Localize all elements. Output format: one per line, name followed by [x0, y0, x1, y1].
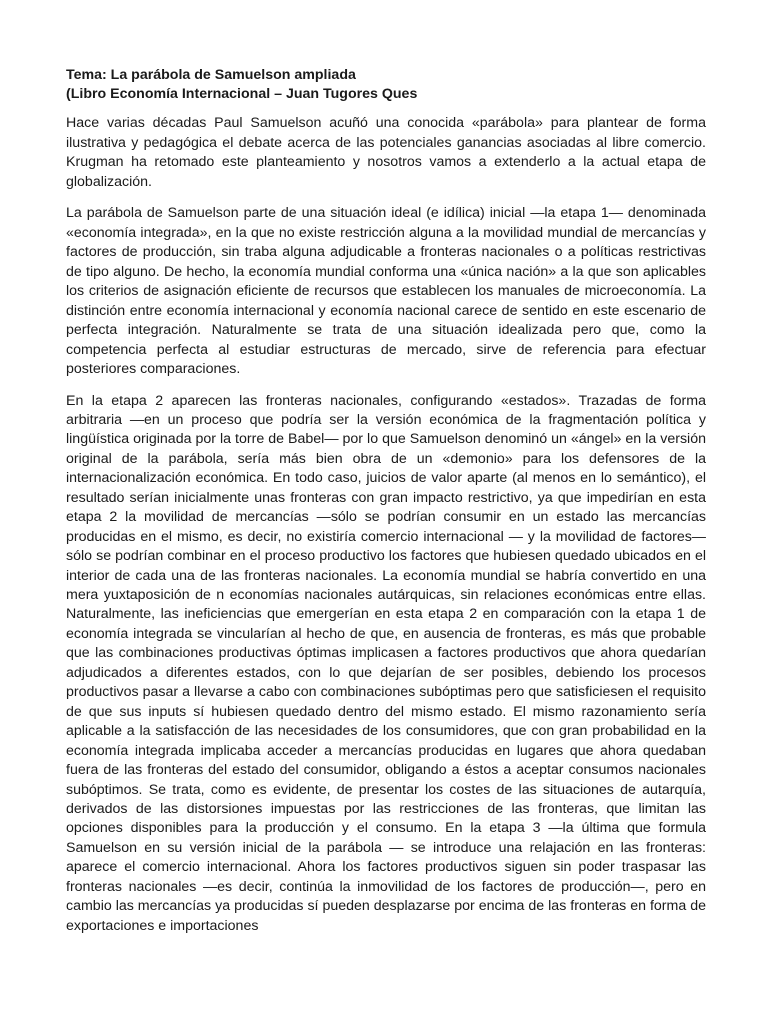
paragraph-intro: Hace varias décadas Paul Samuelson acuñó una conocida «parábola» para plantear de forma ilustrativa y pedagógica el debate acerca de las potenciales ganancias asociadas al libre comercio. Krugman ha retomado este planteamiento y nosotros vamos a extenderlo a la actual etapa de globalización. — [66, 115, 706, 190]
paragraph-stage-1: La parábola de Samuelson parte de una situación ideal (e idílica) inicial —la etapa 1— denominada «economía integrada», en la que no existe restricción alguna a la movilidad mundial de mercancías y factores de producción, sin traba alguna adjudicable a fronteras nacionales o a políticas restrictivas de tipo alguno. De hecho, la economía mundial conforma una «única nación» a la que son aplicables los criterios de asignación eficiente de recursos que establecen los manuales de microeconomía. La distinción entre economía internacional y economía nacional carece de sentido en este escenario de perfecta integración. Naturalmente se trata de una situación idealizada pero que, como la competencia perfecta al estudiar estructuras de mercado, sirve de referencia para efectuar posteriores comparaciones. — [66, 205, 706, 377]
document-title-block — [66, 66, 706, 103]
document-subtitle: (Libro Economía Internacional – Juan Tugores Ques — [66, 85, 418, 102]
document-title: Tema: La parábola de Samuelson ampliada — [66, 67, 356, 83]
paragraph-stage-2-3: En la etapa 2 aparecen las fronteras nacionales, configurando «estados». Trazadas de forma arbitraria —en un proceso que podría ser la versión económica de la fragmentación política y lingüística originada por la torre de Babel— por lo que Samuelson denominó un «ángel» en la versión original de la parábola, sería más bien obra de un «demonio» para los defensores de la internacionalización económica. En todo caso, juicios de valor aparte (al menos en lo semántico), el resultado serían inicialmente unas fronteras con gran impacto restrictivo, ya que impedirían en esta etapa 2 la movilidad de mercancías —sólo se podrían consumir en un estado las mercancías producidas en el mismo, es decir, no existiría comercio internacional — y la movilidad de factores— sólo se podrían combinar en el proceso productivo los factores que hubiesen quedado ubicados en el interior de cada una de las fronteras nacionales. La economía mundial se habría convertido en una mera yuxtaposición de n economías nacionales autárquicas, sin relaciones económicas entre ellas. Naturalmente, las ineficiencias que emergerían en esta etapa 2 en comparación con la etapa 1 de economía integrada se vincularían al hecho de que, en ausencia de fronteras, es más que probable que las combinaciones productivas óptimas implicasen a factores productivos que ahora quedarían adjudicados a diferentes estados, con lo que dejarían de ser posibles, debiendo los procesos productivos pasar a llevarse a cabo con combinaciones subóptimas pero que satisficiesen el requisito de que sus inputs sí hubiesen quedado dentro del mismo estado. El mismo razonamiento sería aplicable a la satisfacción de las necesidades de los consumidores, que con gran probabilidad en la economía integrada implicaba acceder a mercancías producidas en lugares que ahora quedaban fuera de las fronteras del estado del consumidor, obligando a éstos a aceptar consumos nacionales subóptimos. Se trata, como es evidente, de presentar los costes de las situaciones de autarquía, derivados de las distorsiones impuestas por las restricciones de las fronteras, que limitan las opciones disponibles para la producción y el consumo. En la etapa 3 —la última que formula Samuelson en su versión inicial de la parábola — se introduce una relajación en las fronteras: aparece el comercio internacional. Ahora los factores productivos siguen sin poder traspasar las fronteras nacionales —es decir, continúa la inmovilidad de los factores de producción—, pero en cambio las mercancías ya producidas sí pueden desplazarse por encima de las fronteras en forma de exportaciones e importaciones — [66, 392, 706, 934]
